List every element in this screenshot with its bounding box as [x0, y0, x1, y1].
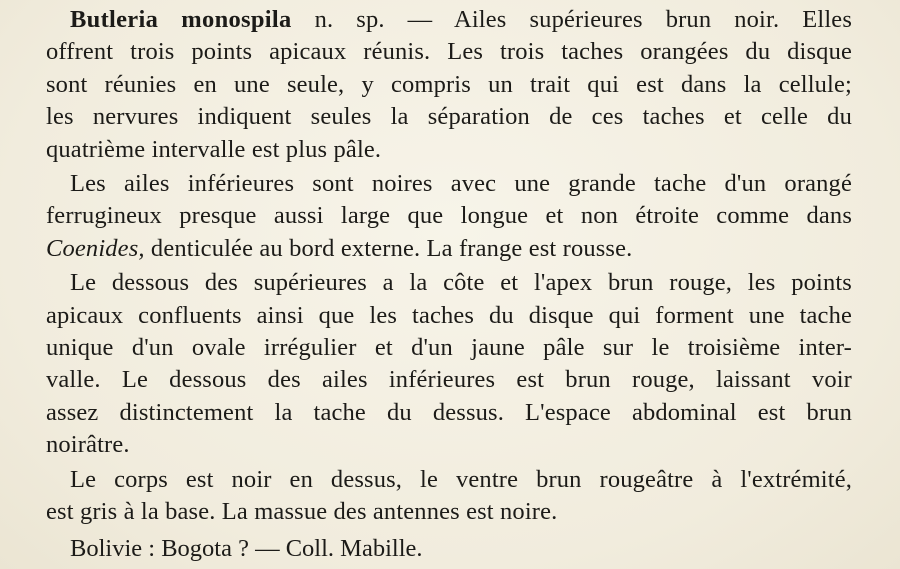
text-line: Le corps est noir en dessus, le ventre brun rougeâtre à l'extrémité, — [70, 465, 852, 493]
species-name: Butleria monospila — [70, 6, 292, 33]
text-line: Les ailes inférieures sont noires avec une grande tache d'un orangé — [70, 170, 852, 198]
text-line: sont réunies en une seule, y compris un trait qui est dans la cellule; — [46, 70, 852, 98]
text-line — [46, 4, 852, 36]
locality-line: Bolivie : Bogota ? — Coll. Mabille. — [70, 534, 423, 562]
text-line: Le dessous des supérieures a la côte et l'apex brun rouge, les points — [70, 269, 852, 297]
text-line: offrent trois points apicaux réunis. Les trois taches orangées du disque — [46, 38, 852, 66]
text-line — [46, 233, 852, 265]
text-line: est gris à la base. La massue des antennes est noire. — [46, 498, 558, 526]
text-line: les nervures indiquent seules la séparation de ces taches et celle du — [46, 103, 852, 131]
description-paragraph-hindwing — [46, 168, 852, 265]
description-paragraph-underside — [46, 267, 852, 461]
text-line: valle. Le dessous des ailes inférieures est brun rouge, laissant voir — [46, 366, 852, 394]
text-line: quatrième intervalle est plus pâle. — [46, 135, 382, 163]
text-line: unique d'un ovale irrégulier et d'un jaune pâle sur le troisième inter- — [46, 334, 852, 362]
text-line: noirâtre. — [46, 431, 130, 459]
text-segment: denticulée au bord externe. La frange est rousse. — [144, 234, 633, 262]
genus-name: Coenides, — [46, 234, 145, 262]
text-segment: n. sp. — Ailes supérieures brun noir. Elles — [291, 6, 852, 33]
text-line: assez distinctement la tache du dessus. L'espace abdominal est brun — [46, 398, 852, 426]
description-paragraph-body — [46, 464, 852, 529]
description-paragraph-forewing — [46, 4, 852, 166]
text-line: ferrugineux presque aussi large que longue et non étroite comme dans — [46, 202, 852, 230]
text-line: apicaux confluents ainsi que les taches du disque qui forment une tache — [46, 301, 852, 329]
